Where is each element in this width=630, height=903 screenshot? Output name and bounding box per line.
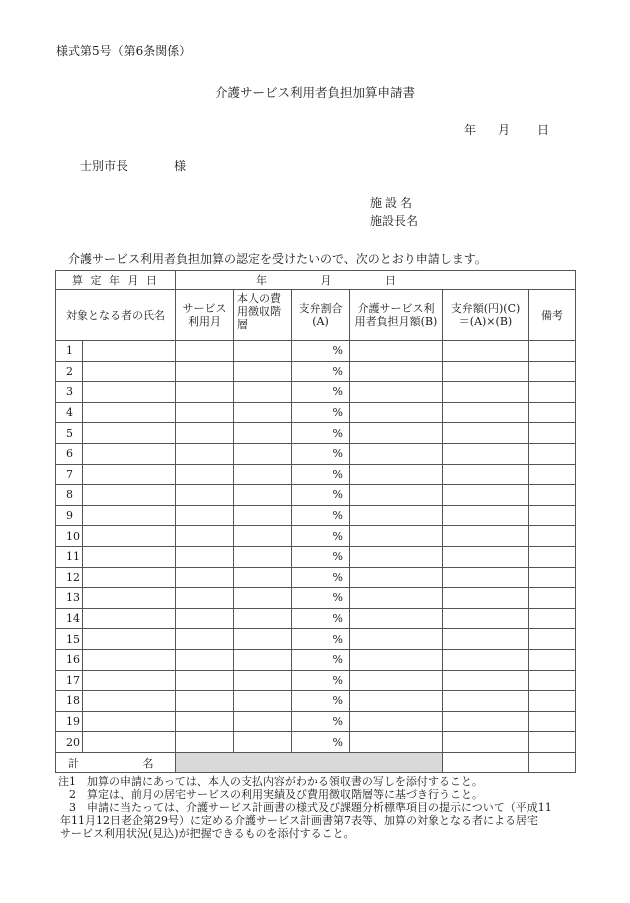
table-row — [56, 505, 576, 526]
monthly-amount-cell[interactable] — [350, 526, 443, 547]
remarks-cell[interactable] — [529, 526, 576, 547]
table-row — [56, 711, 576, 732]
service-month-cell[interactable] — [176, 526, 234, 547]
ratio-cell[interactable]: % — [292, 629, 350, 650]
row-number: 20 — [56, 732, 83, 753]
header-monthly-amount — [350, 290, 443, 341]
name-cell[interactable] — [83, 691, 176, 712]
monthly-amount-cell[interactable] — [350, 711, 443, 732]
fee-level-cell[interactable] — [234, 361, 292, 382]
monthly-amount-cell[interactable] — [350, 423, 443, 444]
header-monthly-amount-text: 介護サービス利用者負担月額(B) — [354, 302, 438, 328]
note-line: サービス利用状況(見込)が把握できるものを添付すること。 — [60, 827, 355, 840]
addressee-honorific: 様 — [174, 159, 187, 173]
payment-cell[interactable] — [443, 629, 529, 650]
service-month-cell[interactable] — [176, 341, 234, 362]
name-cell[interactable] — [83, 670, 176, 691]
payment-cell[interactable] — [443, 423, 529, 444]
name-cell[interactable] — [83, 402, 176, 423]
fee-level-cell[interactable] — [234, 608, 292, 629]
table-row — [56, 588, 576, 609]
service-month-cell[interactable] — [176, 670, 234, 691]
calc-year-label: 年 — [256, 274, 267, 287]
header-payment-text: 支弁額(円)(C)＝(A)×(B) — [450, 302, 521, 328]
remarks-cell[interactable] — [529, 464, 576, 485]
monthly-amount-cell[interactable] — [350, 402, 443, 423]
name-cell[interactable] — [83, 423, 176, 444]
name-cell[interactable] — [83, 505, 176, 526]
header-ratio-text: 支弁割合(A) — [298, 302, 343, 328]
service-month-cell[interactable] — [176, 608, 234, 629]
service-month-cell[interactable] — [176, 732, 234, 753]
service-month-cell[interactable] — [176, 567, 234, 588]
fee-level-cell[interactable] — [234, 567, 292, 588]
table-row — [56, 341, 576, 362]
table-row — [56, 546, 576, 567]
monthly-amount-cell[interactable] — [350, 670, 443, 691]
monthly-amount-cell[interactable] — [350, 608, 443, 629]
application-table — [55, 270, 576, 773]
monthly-amount-cell[interactable] — [350, 443, 443, 464]
payment-cell[interactable] — [443, 341, 529, 362]
calc-day-label: 日 — [385, 274, 396, 287]
payment-cell[interactable] — [443, 670, 529, 691]
service-month-cell[interactable] — [176, 382, 234, 403]
row-number: 18 — [56, 691, 83, 712]
name-cell[interactable] — [83, 629, 176, 650]
service-month-cell[interactable] — [176, 361, 234, 382]
remarks-cell[interactable] — [529, 361, 576, 382]
remarks-cell[interactable] — [529, 567, 576, 588]
fee-level-cell[interactable] — [234, 588, 292, 609]
monthly-amount-cell[interactable] — [350, 485, 443, 506]
table-row — [56, 485, 576, 506]
row-number: 3 — [56, 382, 83, 403]
remarks-cell[interactable] — [529, 341, 576, 362]
name-cell[interactable] — [83, 526, 176, 547]
ratio-cell[interactable]: % — [292, 526, 350, 547]
monthly-amount-cell[interactable] — [350, 588, 443, 609]
table-row — [56, 649, 576, 670]
row-number: 14 — [56, 608, 83, 629]
table-row — [56, 567, 576, 588]
service-month-cell[interactable] — [176, 423, 234, 444]
table-row — [56, 670, 576, 691]
page-title: 介護サービス利用者負担加算申請書 — [214, 85, 415, 100]
row-number: 7 — [56, 464, 83, 485]
fee-level-cell[interactable] — [234, 485, 292, 506]
service-month-cell[interactable] — [176, 443, 234, 464]
remarks-cell[interactable] — [529, 423, 576, 444]
ratio-cell[interactable]: % — [292, 464, 350, 485]
name-cell[interactable] — [83, 588, 176, 609]
monthly-amount-cell[interactable] — [350, 691, 443, 712]
header-name: 対象となる者の氏名 — [56, 290, 176, 341]
name-cell[interactable] — [83, 608, 176, 629]
row-number: 17 — [56, 670, 83, 691]
remarks-cell[interactable] — [529, 649, 576, 670]
remarks-cell[interactable] — [529, 670, 576, 691]
fee-level-cell[interactable] — [234, 341, 292, 362]
table-row — [56, 361, 576, 382]
row-number: 16 — [56, 649, 83, 670]
table-row — [56, 732, 576, 753]
payment-cell[interactable] — [443, 402, 529, 423]
row-number: 19 — [56, 711, 83, 732]
fee-level-cell[interactable] — [234, 711, 292, 732]
total-label: 計 — [68, 756, 79, 770]
payment-cell[interactable] — [443, 526, 529, 547]
ratio-cell[interactable]: % — [292, 485, 350, 506]
name-cell[interactable] — [83, 382, 176, 403]
monthly-amount-cell[interactable] — [350, 546, 443, 567]
service-month-cell[interactable] — [176, 629, 234, 650]
payment-cell[interactable] — [443, 567, 529, 588]
payment-cell[interactable] — [443, 443, 529, 464]
remarks-cell[interactable] — [529, 402, 576, 423]
service-month-cell[interactable] — [176, 588, 234, 609]
ratio-cell[interactable]: % — [292, 732, 350, 753]
ratio-cell[interactable]: % — [292, 341, 350, 362]
fee-level-cell[interactable] — [234, 423, 292, 444]
table-row — [56, 443, 576, 464]
remarks-cell[interactable] — [529, 629, 576, 650]
ratio-cell[interactable]: % — [292, 608, 350, 629]
header-payment — [443, 290, 529, 341]
facility-director-label: 施設長名 — [370, 214, 419, 228]
payment-cell[interactable] — [443, 485, 529, 506]
calc-date-label: 算 定 年 月 日 — [56, 271, 176, 290]
fee-level-cell[interactable] — [234, 732, 292, 753]
monthly-amount-cell[interactable] — [350, 629, 443, 650]
table-row — [56, 691, 576, 712]
monthly-amount-cell[interactable] — [350, 732, 443, 753]
ratio-cell[interactable]: % — [292, 691, 350, 712]
ratio-cell[interactable]: % — [292, 443, 350, 464]
ratio-cell[interactable]: % — [292, 402, 350, 423]
total-remarks-cell[interactable] — [529, 752, 576, 773]
ratio-cell[interactable]: % — [292, 505, 350, 526]
monthly-amount-cell[interactable] — [350, 505, 443, 526]
total-payment-cell[interactable] — [443, 752, 529, 773]
row-number: 1 — [56, 341, 83, 362]
fee-level-cell[interactable] — [234, 546, 292, 567]
remarks-cell[interactable] — [529, 588, 576, 609]
table-row — [56, 382, 576, 403]
note-line: 3 申請に当たっては、介護サービス計画書の様式及び課題分析標準項目の提示について（平成11 — [58, 801, 552, 814]
calc-date-value[interactable] — [176, 271, 576, 290]
addressee-name: 士別市長 — [80, 159, 129, 173]
name-cell[interactable] — [83, 443, 176, 464]
remarks-cell[interactable] — [529, 711, 576, 732]
fee-level-cell[interactable] — [234, 691, 292, 712]
payment-cell[interactable] — [443, 711, 529, 732]
payment-cell[interactable] — [443, 732, 529, 753]
header-service-month-text: サービス利用月 — [182, 302, 227, 328]
remarks-cell[interactable] — [529, 485, 576, 506]
row-number: 13 — [56, 588, 83, 609]
name-cell[interactable] — [83, 464, 176, 485]
payment-cell[interactable] — [443, 608, 529, 629]
row-number: 9 — [56, 505, 83, 526]
monthly-amount-cell[interactable] — [350, 341, 443, 362]
service-month-cell[interactable] — [176, 691, 234, 712]
payment-cell[interactable] — [443, 464, 529, 485]
ratio-cell[interactable]: % — [292, 423, 350, 444]
payment-cell[interactable] — [443, 649, 529, 670]
service-month-cell[interactable] — [176, 546, 234, 567]
header-fee-level — [234, 290, 292, 341]
name-cell[interactable] — [83, 732, 176, 753]
name-cell[interactable] — [83, 546, 176, 567]
fee-level-cell[interactable] — [234, 464, 292, 485]
monthly-amount-cell[interactable] — [350, 464, 443, 485]
remarks-cell[interactable] — [529, 546, 576, 567]
remarks-cell[interactable] — [529, 732, 576, 753]
fee-level-cell[interactable] — [234, 443, 292, 464]
ratio-cell[interactable]: % — [292, 711, 350, 732]
remarks-cell[interactable] — [529, 382, 576, 403]
table-row — [56, 629, 576, 650]
service-month-cell[interactable] — [176, 402, 234, 423]
name-cell[interactable] — [83, 485, 176, 506]
header-ratio — [292, 290, 350, 341]
name-cell[interactable] — [83, 649, 176, 670]
total-label-cell — [56, 752, 176, 773]
payment-cell[interactable] — [443, 691, 529, 712]
fee-level-cell[interactable] — [234, 505, 292, 526]
ratio-cell[interactable]: % — [292, 588, 350, 609]
table-row — [56, 464, 576, 485]
row-number: 10 — [56, 526, 83, 547]
service-month-cell[interactable] — [176, 649, 234, 670]
name-cell[interactable] — [83, 567, 176, 588]
service-month-cell[interactable] — [176, 711, 234, 732]
name-cell[interactable] — [83, 341, 176, 362]
monthly-amount-cell[interactable] — [350, 382, 443, 403]
row-number: 4 — [56, 402, 83, 423]
header-service-month — [176, 290, 234, 341]
table-row — [56, 608, 576, 629]
ratio-cell[interactable]: % — [292, 670, 350, 691]
row-number: 8 — [56, 485, 83, 506]
header-remarks: 備考 — [529, 290, 576, 341]
remarks-cell[interactable] — [529, 608, 576, 629]
fee-level-cell[interactable] — [234, 629, 292, 650]
name-cell[interactable] — [83, 361, 176, 382]
total-unit: 名 — [142, 756, 154, 770]
payment-cell[interactable] — [443, 361, 529, 382]
notes — [58, 775, 598, 840]
service-month-cell[interactable] — [176, 464, 234, 485]
fee-level-cell[interactable] — [234, 382, 292, 403]
remarks-cell[interactable] — [529, 691, 576, 712]
ratio-cell[interactable]: % — [292, 382, 350, 403]
remarks-cell[interactable] — [529, 443, 576, 464]
note-line: 年11月12日老企第29号）に定める介護サービス計画書第7表等、加算の対象となる者による居宅 — [60, 814, 538, 827]
row-number: 15 — [56, 629, 83, 650]
table-row — [56, 402, 576, 423]
total-gray-cell — [176, 752, 443, 773]
row-number: 5 — [56, 423, 83, 444]
fee-level-cell[interactable] — [234, 649, 292, 670]
calc-month-label: 月 — [320, 274, 332, 287]
ratio-cell[interactable]: % — [292, 546, 350, 567]
row-number: 6 — [56, 443, 83, 464]
fee-level-cell[interactable] — [234, 670, 292, 691]
row-number: 12 — [56, 567, 83, 588]
ratio-cell[interactable]: % — [292, 649, 350, 670]
service-month-cell[interactable] — [176, 505, 234, 526]
header-year-label: 年 — [464, 123, 477, 137]
note-line: 2 算定は、前月の居宅サービスの利用実績及び費用徴収階層等に基づき行うこと。 — [58, 788, 483, 801]
ratio-cell[interactable]: % — [292, 567, 350, 588]
header-fee-level-text: 本人の費用徴収階層 — [237, 292, 281, 331]
service-month-cell[interactable] — [176, 485, 234, 506]
monthly-amount-cell[interactable] — [350, 649, 443, 670]
remarks-cell[interactable] — [529, 505, 576, 526]
payment-cell[interactable] — [443, 382, 529, 403]
note-line: 注1 加算の申請にあっては、本人の支払内容がわかる領収書の写しを添付すること。 — [58, 775, 483, 788]
facility-name-label: 施設名 — [370, 196, 416, 210]
header-month-label: 月 — [498, 123, 511, 137]
monthly-amount-cell[interactable] — [350, 361, 443, 382]
header-day-label: 日 — [537, 123, 550, 137]
payment-cell[interactable] — [443, 505, 529, 526]
payment-cell[interactable] — [443, 546, 529, 567]
name-cell[interactable] — [83, 711, 176, 732]
row-number: 2 — [56, 361, 83, 382]
fee-level-cell[interactable] — [234, 402, 292, 423]
ratio-cell[interactable]: % — [292, 361, 350, 382]
payment-cell[interactable] — [443, 588, 529, 609]
table-row — [56, 423, 576, 444]
table-row — [56, 526, 576, 547]
row-number: 11 — [56, 546, 83, 567]
monthly-amount-cell[interactable] — [350, 567, 443, 588]
intro-text: 介護サービス利用者負担加算の認定を受けたいので、次のとおり申請します。 — [68, 252, 487, 266]
fee-level-cell[interactable] — [234, 526, 292, 547]
form-number: 様式第5号（第6条関係） — [56, 44, 192, 58]
